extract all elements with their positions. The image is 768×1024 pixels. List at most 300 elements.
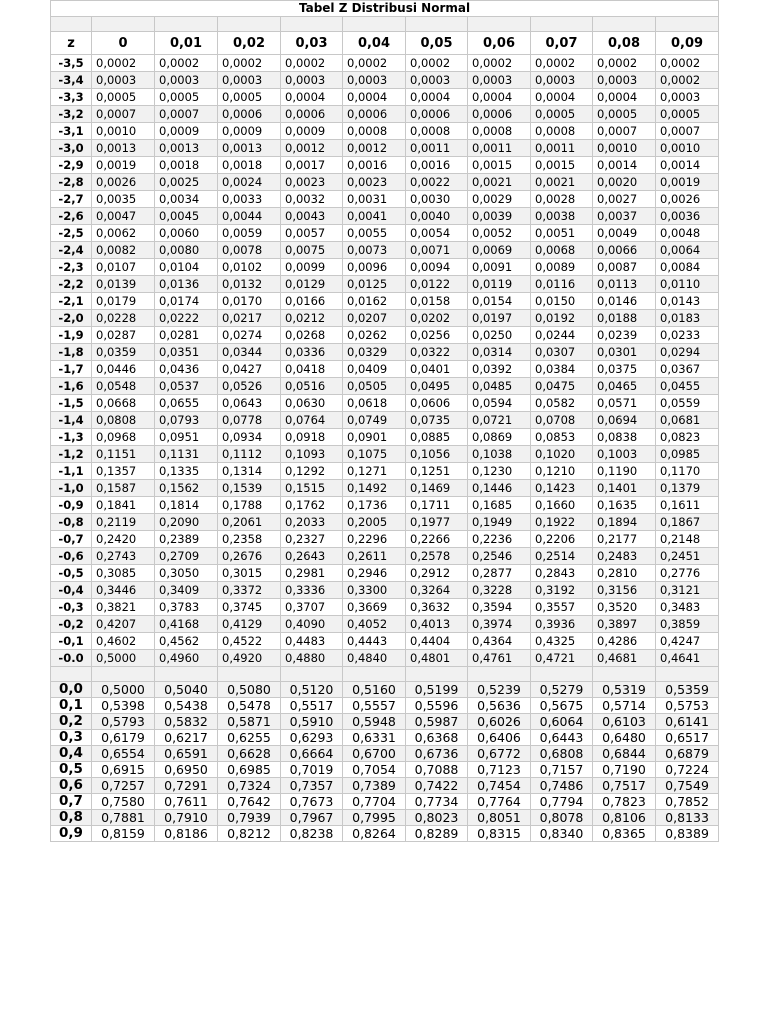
probability-cell: 0,0094 bbox=[406, 259, 468, 276]
z-value-cell: -0,4 bbox=[51, 582, 92, 599]
table-row bbox=[51, 55, 719, 72]
probability-cell: 0,7486 bbox=[531, 778, 593, 794]
column-header: 0,06 bbox=[468, 32, 531, 55]
probability-cell: 0,1635 bbox=[593, 497, 656, 514]
z-value-cell: -3,1 bbox=[51, 123, 92, 140]
probability-cell: 0,0274 bbox=[218, 327, 281, 344]
probability-cell: 0,6808 bbox=[531, 746, 593, 762]
probability-cell: 0,1093 bbox=[281, 446, 343, 463]
probability-cell: 0,7019 bbox=[281, 762, 343, 778]
probability-cell: 0,0007 bbox=[656, 123, 719, 140]
probability-cell: 0,2005 bbox=[343, 514, 406, 531]
probability-cell: 0,6985 bbox=[218, 762, 281, 778]
probability-cell: 0,7422 bbox=[406, 778, 468, 794]
probability-cell: 0,0018 bbox=[218, 157, 281, 174]
probability-cell: 0,0139 bbox=[92, 276, 155, 293]
probability-cell: 0,0017 bbox=[281, 157, 343, 174]
probability-cell: 0,0735 bbox=[406, 412, 468, 429]
probability-cell: 0,0005 bbox=[218, 89, 281, 106]
probability-cell: 0,5319 bbox=[593, 682, 656, 698]
column-header: 0,03 bbox=[281, 32, 343, 55]
probability-cell: 0,0021 bbox=[468, 174, 531, 191]
probability-cell: 0,3264 bbox=[406, 582, 468, 599]
table-row bbox=[51, 682, 719, 698]
probability-cell: 0,0024 bbox=[218, 174, 281, 191]
probability-cell: 0,7157 bbox=[531, 762, 593, 778]
probability-cell: 0,5517 bbox=[281, 698, 343, 714]
probability-cell: 0,0132 bbox=[218, 276, 281, 293]
probability-cell: 0,0010 bbox=[593, 140, 656, 157]
probability-cell: 0,0010 bbox=[92, 123, 155, 140]
probability-cell: 0,3707 bbox=[281, 599, 343, 616]
table-row bbox=[51, 225, 719, 242]
probability-cell: 0,0007 bbox=[155, 106, 218, 123]
probability-cell: 0,0418 bbox=[281, 361, 343, 378]
probability-cell: 0,0016 bbox=[406, 157, 468, 174]
probability-cell: 0,4483 bbox=[281, 633, 343, 650]
probability-cell: 0,0039 bbox=[468, 208, 531, 225]
probability-cell: 0,5987 bbox=[406, 714, 468, 730]
probability-cell: 0,0011 bbox=[468, 140, 531, 157]
probability-cell: 0,0013 bbox=[92, 140, 155, 157]
z-value-cell: -0,6 bbox=[51, 548, 92, 565]
z-value-cell: -2,8 bbox=[51, 174, 92, 191]
z-value-cell: 0,2 bbox=[51, 714, 92, 730]
probability-cell: 0,2358 bbox=[218, 531, 281, 548]
probability-cell: 0,0057 bbox=[281, 225, 343, 242]
probability-cell: 0,0951 bbox=[155, 429, 218, 446]
blank-cell bbox=[343, 667, 406, 682]
probability-cell: 0,0294 bbox=[656, 344, 719, 361]
probability-cell: 0,0344 bbox=[218, 344, 281, 361]
probability-cell: 0,4129 bbox=[218, 616, 281, 633]
probability-cell: 0,2483 bbox=[593, 548, 656, 565]
probability-cell: 0,0594 bbox=[468, 395, 531, 412]
probability-cell: 0,1736 bbox=[343, 497, 406, 514]
probability-cell: 0,1587 bbox=[92, 480, 155, 497]
probability-cell: 0,0013 bbox=[155, 140, 218, 157]
probability-cell: 0,2676 bbox=[218, 548, 281, 565]
probability-cell: 0,0047 bbox=[92, 208, 155, 225]
probability-cell: 0,1762 bbox=[281, 497, 343, 514]
z-value-cell: -0,1 bbox=[51, 633, 92, 650]
probability-cell: 0,5832 bbox=[155, 714, 218, 730]
column-header: 0,04 bbox=[343, 32, 406, 55]
table-row bbox=[51, 746, 719, 762]
probability-cell: 0,0384 bbox=[531, 361, 593, 378]
probability-cell: 0,0099 bbox=[281, 259, 343, 276]
probability-cell: 0,0003 bbox=[343, 72, 406, 89]
blank-cell bbox=[406, 667, 468, 682]
table-row bbox=[51, 446, 719, 463]
probability-cell: 0,0003 bbox=[218, 72, 281, 89]
z-value-cell: -1,9 bbox=[51, 327, 92, 344]
probability-cell: 0,0062 bbox=[92, 225, 155, 242]
probability-cell: 0,0023 bbox=[343, 174, 406, 191]
probability-cell: 0,1271 bbox=[343, 463, 406, 480]
table-row bbox=[51, 242, 719, 259]
table-row bbox=[51, 310, 719, 327]
probability-cell: 0,0351 bbox=[155, 344, 218, 361]
probability-cell: 0,0018 bbox=[155, 157, 218, 174]
probability-cell: 0,0002 bbox=[656, 55, 719, 72]
z-value-cell: 0,1 bbox=[51, 698, 92, 714]
probability-cell: 0,0055 bbox=[343, 225, 406, 242]
table-row bbox=[51, 463, 719, 480]
probability-cell: 0,0823 bbox=[656, 429, 719, 446]
probability-cell: 0,5714 bbox=[593, 698, 656, 714]
table-row bbox=[51, 633, 719, 650]
probability-cell: 0,0006 bbox=[343, 106, 406, 123]
probability-cell: 0,0885 bbox=[406, 429, 468, 446]
probability-cell: 0,6406 bbox=[468, 730, 531, 746]
table-row bbox=[51, 714, 719, 730]
probability-cell: 0,7054 bbox=[343, 762, 406, 778]
probability-cell: 0,0239 bbox=[593, 327, 656, 344]
table-row bbox=[51, 429, 719, 446]
column-header: 0 bbox=[92, 32, 155, 55]
probability-cell: 0,5239 bbox=[468, 682, 531, 698]
probability-cell: 0,4013 bbox=[406, 616, 468, 633]
probability-cell: 0,0026 bbox=[656, 191, 719, 208]
probability-cell: 0,0049 bbox=[593, 225, 656, 242]
probability-cell: 0,0004 bbox=[343, 89, 406, 106]
probability-cell: 0,2514 bbox=[531, 548, 593, 565]
probability-cell: 0,1469 bbox=[406, 480, 468, 497]
probability-cell: 0,0281 bbox=[155, 327, 218, 344]
table-row bbox=[51, 698, 719, 714]
probability-cell: 0,1894 bbox=[593, 514, 656, 531]
probability-cell: 0,0028 bbox=[531, 191, 593, 208]
probability-cell: 0,6628 bbox=[218, 746, 281, 762]
probability-cell: 0,7794 bbox=[531, 794, 593, 810]
probability-cell: 0,3483 bbox=[656, 599, 719, 616]
probability-cell: 0,2578 bbox=[406, 548, 468, 565]
probability-cell: 0,0505 bbox=[343, 378, 406, 395]
probability-cell: 0,0005 bbox=[531, 106, 593, 123]
probability-cell: 0,0116 bbox=[531, 276, 593, 293]
probability-cell: 0,3050 bbox=[155, 565, 218, 582]
table-row bbox=[51, 826, 719, 842]
probability-cell: 0,0548 bbox=[92, 378, 155, 395]
probability-cell: 0,7939 bbox=[218, 810, 281, 826]
probability-cell: 0,0002 bbox=[343, 55, 406, 72]
blank-row bbox=[51, 17, 719, 32]
probability-cell: 0,0202 bbox=[406, 310, 468, 327]
probability-cell: 0,0694 bbox=[593, 412, 656, 429]
probability-cell: 0,3336 bbox=[281, 582, 343, 599]
probability-cell: 0,0069 bbox=[468, 242, 531, 259]
probability-cell: 0,0287 bbox=[92, 327, 155, 344]
probability-cell: 0,0244 bbox=[531, 327, 593, 344]
probability-cell: 0,0073 bbox=[343, 242, 406, 259]
probability-cell: 0,0250 bbox=[468, 327, 531, 344]
probability-cell: 0,0008 bbox=[531, 123, 593, 140]
probability-cell: 0,0012 bbox=[281, 140, 343, 157]
probability-cell: 0,0002 bbox=[531, 55, 593, 72]
probability-cell: 0,1151 bbox=[92, 446, 155, 463]
probability-cell: 0,0071 bbox=[406, 242, 468, 259]
probability-cell: 0,0681 bbox=[656, 412, 719, 429]
probability-cell: 0,0150 bbox=[531, 293, 593, 310]
blank-cell bbox=[531, 17, 593, 32]
probability-cell: 0,0174 bbox=[155, 293, 218, 310]
probability-cell: 0,6844 bbox=[593, 746, 656, 762]
z-value-cell: -1,0 bbox=[51, 480, 92, 497]
probability-cell: 0,7517 bbox=[593, 778, 656, 794]
probability-cell: 0,0022 bbox=[406, 174, 468, 191]
probability-cell: 0,6480 bbox=[593, 730, 656, 746]
blank-cell bbox=[51, 17, 92, 32]
probability-cell: 0,0043 bbox=[281, 208, 343, 225]
column-header: 0,08 bbox=[593, 32, 656, 55]
probability-cell: 0,2981 bbox=[281, 565, 343, 582]
z-value-cell: -1,3 bbox=[51, 429, 92, 446]
z-value-cell: -0,5 bbox=[51, 565, 92, 582]
probability-cell: 0,6141 bbox=[656, 714, 719, 730]
probability-cell: 0,0102 bbox=[218, 259, 281, 276]
blank-cell bbox=[593, 667, 656, 682]
z-value-cell: -0,7 bbox=[51, 531, 92, 548]
probability-cell: 0,7389 bbox=[343, 778, 406, 794]
probability-cell: 0,0559 bbox=[656, 395, 719, 412]
table-row bbox=[51, 395, 719, 412]
blank-cell bbox=[593, 17, 656, 32]
probability-cell: 0,0034 bbox=[155, 191, 218, 208]
probability-cell: 0,0005 bbox=[656, 106, 719, 123]
probability-cell: 0,4443 bbox=[343, 633, 406, 650]
probability-cell: 0,0002 bbox=[155, 55, 218, 72]
table-row bbox=[51, 582, 719, 599]
probability-cell: 0,1611 bbox=[656, 497, 719, 514]
probability-cell: 0,7704 bbox=[343, 794, 406, 810]
probability-cell: 0,0107 bbox=[92, 259, 155, 276]
probability-cell: 0,4522 bbox=[218, 633, 281, 650]
probability-cell: 0,0054 bbox=[406, 225, 468, 242]
blank-cell bbox=[92, 17, 155, 32]
blank-cell bbox=[218, 667, 281, 682]
probability-cell: 0,0051 bbox=[531, 225, 593, 242]
probability-cell: 0,8186 bbox=[155, 826, 218, 842]
z-value-cell: 0,0 bbox=[51, 682, 92, 698]
z-value-cell: -0,9 bbox=[51, 497, 92, 514]
probability-cell: 0,2206 bbox=[531, 531, 593, 548]
probability-cell: 0,0038 bbox=[531, 208, 593, 225]
probability-cell: 0,2119 bbox=[92, 514, 155, 531]
probability-cell: 0,0918 bbox=[281, 429, 343, 446]
z-value-cell: -0,8 bbox=[51, 514, 92, 531]
probability-cell: 0,0314 bbox=[468, 344, 531, 361]
probability-cell: 0,6026 bbox=[468, 714, 531, 730]
probability-cell: 0,8051 bbox=[468, 810, 531, 826]
probability-cell: 0,8106 bbox=[593, 810, 656, 826]
probability-cell: 0,0409 bbox=[343, 361, 406, 378]
table-row bbox=[51, 810, 719, 826]
probability-cell: 0,2546 bbox=[468, 548, 531, 565]
probability-cell: 0,0019 bbox=[92, 157, 155, 174]
probability-cell: 0,6517 bbox=[656, 730, 719, 746]
probability-cell: 0,0041 bbox=[343, 208, 406, 225]
probability-cell: 0,4920 bbox=[218, 650, 281, 667]
table-row bbox=[51, 794, 719, 810]
probability-cell: 0,7642 bbox=[218, 794, 281, 810]
probability-cell: 0,0110 bbox=[656, 276, 719, 293]
probability-cell: 0,4325 bbox=[531, 633, 593, 650]
probability-cell: 0,0036 bbox=[656, 208, 719, 225]
probability-cell: 0,6736 bbox=[406, 746, 468, 762]
probability-cell: 0,1401 bbox=[593, 480, 656, 497]
blank-cell bbox=[406, 17, 468, 32]
probability-cell: 0,2743 bbox=[92, 548, 155, 565]
probability-cell: 0,0455 bbox=[656, 378, 719, 395]
probability-cell: 0,0129 bbox=[281, 276, 343, 293]
probability-cell: 0,6554 bbox=[92, 746, 155, 762]
probability-cell: 0,0721 bbox=[468, 412, 531, 429]
column-header: 0,02 bbox=[218, 32, 281, 55]
probability-cell: 0,0004 bbox=[281, 89, 343, 106]
probability-cell: 0,1977 bbox=[406, 514, 468, 531]
probability-cell: 0,0166 bbox=[281, 293, 343, 310]
separator-row bbox=[51, 667, 719, 682]
probability-cell: 0,8212 bbox=[218, 826, 281, 842]
z-value-cell: -1,1 bbox=[51, 463, 92, 480]
probability-cell: 0,0606 bbox=[406, 395, 468, 412]
probability-cell: 0,0307 bbox=[531, 344, 593, 361]
probability-cell: 0,0010 bbox=[656, 140, 719, 157]
probability-cell: 0,5793 bbox=[92, 714, 155, 730]
column-header: 0,07 bbox=[531, 32, 593, 55]
probability-cell: 0,8264 bbox=[343, 826, 406, 842]
probability-cell: 0,0618 bbox=[343, 395, 406, 412]
z-value-cell: -0,2 bbox=[51, 616, 92, 633]
probability-cell: 0,0125 bbox=[343, 276, 406, 293]
z-value-cell: 0,4 bbox=[51, 746, 92, 762]
probability-cell: 0,0183 bbox=[656, 310, 719, 327]
probability-cell: 0,0764 bbox=[281, 412, 343, 429]
probability-cell: 0,0089 bbox=[531, 259, 593, 276]
probability-cell: 0,0012 bbox=[343, 140, 406, 157]
probability-cell: 0,0066 bbox=[593, 242, 656, 259]
table-row bbox=[51, 599, 719, 616]
probability-cell: 0,0048 bbox=[656, 225, 719, 242]
z-value-cell: 0,5 bbox=[51, 762, 92, 778]
table-row bbox=[51, 514, 719, 531]
probability-cell: 0,0014 bbox=[593, 157, 656, 174]
probability-cell: 0,8133 bbox=[656, 810, 719, 826]
probability-cell: 0,0078 bbox=[218, 242, 281, 259]
blank-cell bbox=[218, 17, 281, 32]
probability-cell: 0,3015 bbox=[218, 565, 281, 582]
probability-cell: 0,1038 bbox=[468, 446, 531, 463]
probability-cell: 0,3859 bbox=[656, 616, 719, 633]
probability-cell: 0,0013 bbox=[218, 140, 281, 157]
z-value-cell: -3,4 bbox=[51, 72, 92, 89]
probability-cell: 0,0749 bbox=[343, 412, 406, 429]
probability-cell: 0,0869 bbox=[468, 429, 531, 446]
z-value-cell: -2,4 bbox=[51, 242, 92, 259]
column-header: z bbox=[51, 32, 92, 55]
probability-cell: 0,0003 bbox=[92, 72, 155, 89]
probability-cell: 0,0367 bbox=[656, 361, 719, 378]
probability-cell: 0,2912 bbox=[406, 565, 468, 582]
probability-cell: 0,7580 bbox=[92, 794, 155, 810]
probability-cell: 0,0064 bbox=[656, 242, 719, 259]
probability-cell: 0,4681 bbox=[593, 650, 656, 667]
probability-cell: 0,0143 bbox=[656, 293, 719, 310]
probability-cell: 0,0011 bbox=[531, 140, 593, 157]
probability-cell: 0,3520 bbox=[593, 599, 656, 616]
z-value-cell: -1,8 bbox=[51, 344, 92, 361]
probability-cell: 0,3446 bbox=[92, 582, 155, 599]
table-title: Tabel Z Distribusi Normal bbox=[51, 1, 719, 17]
probability-cell: 0,2776 bbox=[656, 565, 719, 582]
probability-cell: 0,3085 bbox=[92, 565, 155, 582]
probability-cell: 0,0084 bbox=[656, 259, 719, 276]
probability-cell: 0,5398 bbox=[92, 698, 155, 714]
probability-cell: 0,0011 bbox=[406, 140, 468, 157]
probability-cell: 0,0027 bbox=[593, 191, 656, 208]
z-value-cell: -2,6 bbox=[51, 208, 92, 225]
probability-cell: 0,3228 bbox=[468, 582, 531, 599]
probability-cell: 0,0526 bbox=[218, 378, 281, 395]
probability-cell: 0,0233 bbox=[656, 327, 719, 344]
probability-cell: 0,2090 bbox=[155, 514, 218, 531]
probability-cell: 0,7324 bbox=[218, 778, 281, 794]
table-row bbox=[51, 412, 719, 429]
probability-cell: 0,5871 bbox=[218, 714, 281, 730]
probability-cell: 0,8078 bbox=[531, 810, 593, 826]
probability-cell: 0,0025 bbox=[155, 174, 218, 191]
probability-cell: 0,2148 bbox=[656, 531, 719, 548]
table-row bbox=[51, 276, 719, 293]
probability-cell: 0,0217 bbox=[218, 310, 281, 327]
table-row bbox=[51, 106, 719, 123]
probability-cell: 0,0087 bbox=[593, 259, 656, 276]
probability-cell: 0,0158 bbox=[406, 293, 468, 310]
z-value-cell: -1,2 bbox=[51, 446, 92, 463]
probability-cell: 0,0008 bbox=[343, 123, 406, 140]
probability-cell: 0,6293 bbox=[281, 730, 343, 746]
probability-cell: 0,7734 bbox=[406, 794, 468, 810]
probability-cell: 0,7088 bbox=[406, 762, 468, 778]
probability-cell: 0,5948 bbox=[343, 714, 406, 730]
blank-cell bbox=[281, 17, 343, 32]
probability-cell: 0,4721 bbox=[531, 650, 593, 667]
probability-cell: 0,5080 bbox=[218, 682, 281, 698]
probability-cell: 0,0006 bbox=[281, 106, 343, 123]
probability-cell: 0,0021 bbox=[531, 174, 593, 191]
probability-cell: 0,6772 bbox=[468, 746, 531, 762]
probability-cell: 0,7611 bbox=[155, 794, 218, 810]
probability-cell: 0,5000 bbox=[92, 650, 155, 667]
probability-cell: 0,0091 bbox=[468, 259, 531, 276]
probability-cell: 0,4880 bbox=[281, 650, 343, 667]
probability-cell: 0,0301 bbox=[593, 344, 656, 361]
probability-cell: 0,0655 bbox=[155, 395, 218, 412]
table-row bbox=[51, 157, 719, 174]
probability-cell: 0,0122 bbox=[406, 276, 468, 293]
probability-cell: 0,4247 bbox=[656, 633, 719, 650]
probability-cell: 0,3936 bbox=[531, 616, 593, 633]
probability-cell: 0,0003 bbox=[406, 72, 468, 89]
probability-cell: 0,5000 bbox=[92, 682, 155, 698]
table-row bbox=[51, 531, 719, 548]
probability-cell: 0,6700 bbox=[343, 746, 406, 762]
probability-cell: 0,1020 bbox=[531, 446, 593, 463]
probability-cell: 0,1922 bbox=[531, 514, 593, 531]
probability-cell: 0,6879 bbox=[656, 746, 719, 762]
z-value-cell: -1,4 bbox=[51, 412, 92, 429]
